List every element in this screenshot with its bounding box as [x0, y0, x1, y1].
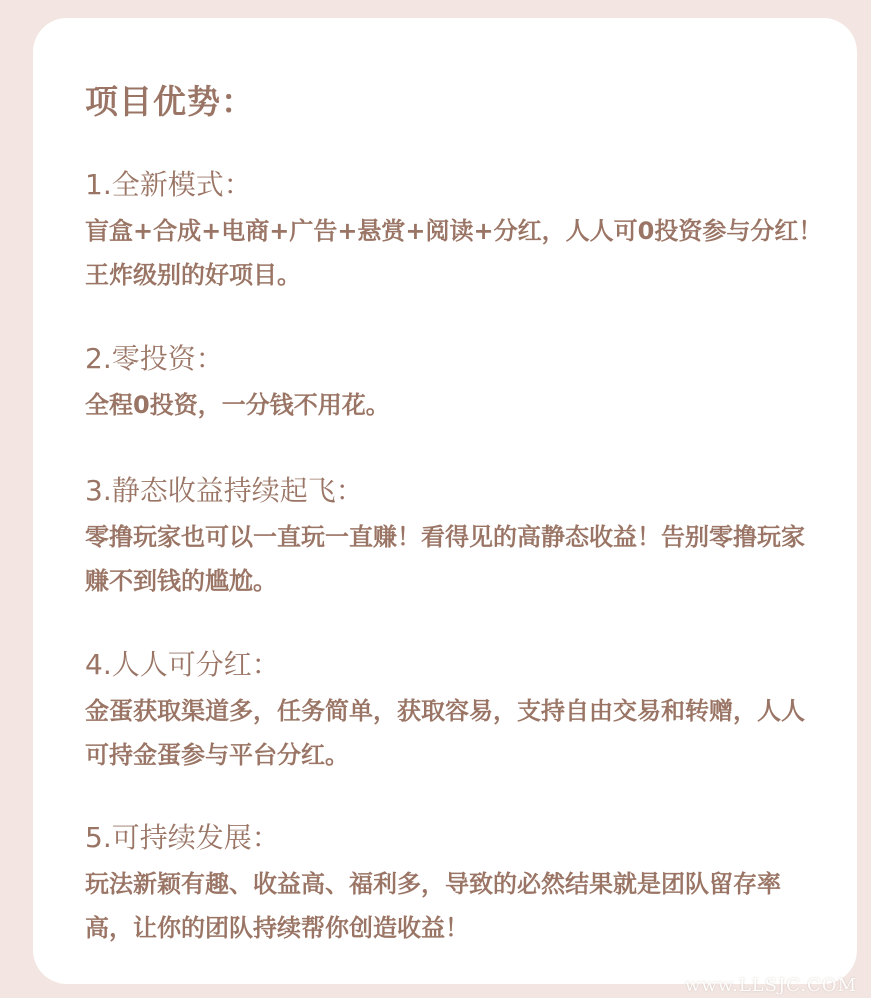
- section-sustainable: [85, 818, 825, 950]
- section-heading: 3.静态收益持续起飞：: [85, 474, 364, 507]
- watermark: www.LLSJC.COM: [684, 975, 857, 996]
- page-title: 项目优势：: [85, 82, 255, 121]
- content-card: [33, 18, 857, 984]
- section-heading: 2.零投资：: [85, 342, 224, 375]
- section-heading: 1.全新模式：: [85, 168, 252, 201]
- section-dividends: [85, 645, 825, 777]
- section-body: 全程0投资，一分钱不用花。: [85, 391, 390, 419]
- section-body: 金蛋获取渠道多，任务简单，获取容易，支持自由交易和转赠，人人可持金蛋参与平台分红。: [85, 697, 805, 769]
- section-body: 零撸玩家也可以一直玩一直赚！看得见的高静态收益！告别零撸玩家赚不到钱的尴尬。: [85, 523, 805, 595]
- section-new-mode: [85, 165, 825, 297]
- section-body: 盲盒+合成+电商+广告+悬赏+阅读+分红，人人可0投资参与分红！王炸级别的好项目。: [85, 217, 823, 289]
- section-static-income: [85, 471, 825, 603]
- section-body: 玩法新颖有趣、收益高、福利多，导致的必然结果就是团队留存率高，让你的团队持续帮你创造收益！: [85, 870, 781, 942]
- section-heading: 5.可持续发展：: [85, 821, 280, 854]
- section-zero-investment: [85, 339, 825, 427]
- section-heading: 4.人人可分红：: [85, 648, 280, 681]
